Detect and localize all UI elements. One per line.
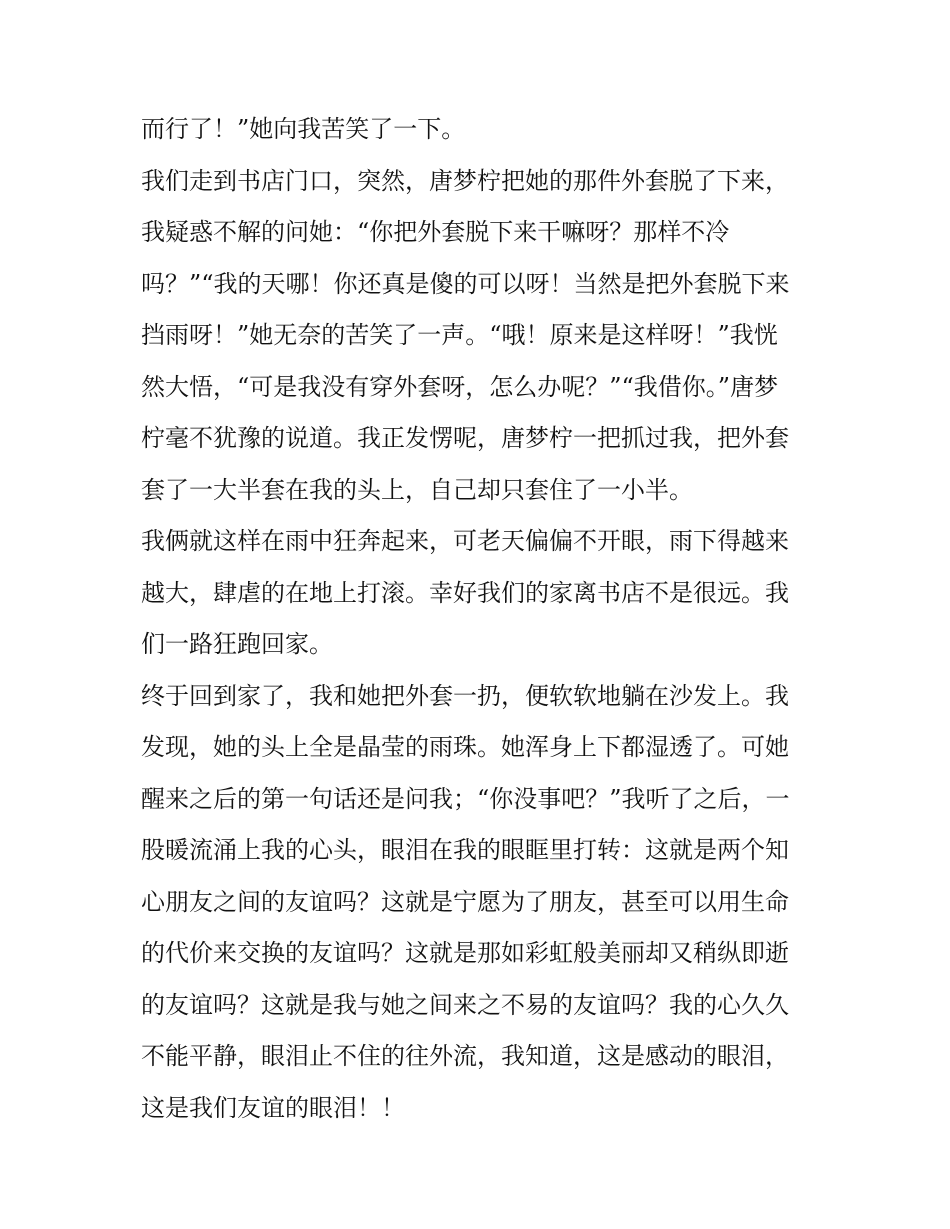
text-line: 终于回到家了，我和她把外套一扔，便软软地躺在沙发上。我 (141, 681, 789, 710)
text-line: 的代价来交换的友谊吗？这就是那如彩虹般美丽却又稍纵即逝 (141, 939, 789, 967)
text-line: 们一路狂跑回家。 (141, 630, 333, 658)
text-line: 套了一大半套在我的头上，自己却只套住了一小半。 (141, 475, 693, 504)
text-line: 不能平静，眼泪止不住的往外流，我知道，这是感动的眼泪， (141, 1042, 789, 1070)
text-line: 股暖流涌上我的心头，眼泪在我的眼眶里打转：这就是两个知 (141, 836, 789, 864)
text-line: 吗？”“我的天哪！你还真是傻的可以呀！当然是把外套脱下来 (141, 269, 790, 298)
text-line: 越大，肆虐的在地上打滚。幸好我们的家离书店不是很远。我 (141, 578, 789, 607)
text-line: 发现，她的头上全是晶莹的雨珠。她浑身上下都湿透了。可她 (141, 733, 789, 761)
text-line: 心朋友之间的友谊吗？这就是宁愿为了朋友，甚至可以用生命 (141, 887, 789, 916)
text-line: 的友谊吗？这就是我与她之间来之不易的友谊吗？我的心久久 (141, 990, 789, 1019)
text-line: 而行了！”她向我苦笑了一下。 (141, 115, 466, 143)
text-line: 这是我们友谊的眼泪！！ (141, 1093, 405, 1122)
text-line: 我们走到书店门口，突然，唐梦柠把她的那件外套脱了下来， (141, 166, 789, 195)
text-line: 我疑惑不解的问她：“你把外套脱下来干嘛呀？那样不冷 (141, 218, 730, 246)
text-line: 醒来之后的第一句话还是问我；“你没事吧？”我听了之后，一 (141, 784, 790, 813)
text-line: 挡雨呀！”她无奈的苦笑了一声。“哦！原来是这样呀！”我恍 (141, 321, 778, 349)
text-line: 我俩就这样在雨中狂奔起来，可老天偏偏不开眼，雨下得越来 (141, 527, 789, 555)
body-text (141, 104, 821, 1134)
text-line: 柠毫不犹豫的说道。我正发愣呢，唐梦柠一把抓过我，把外套 (141, 424, 789, 452)
text-line: 然大悟，“可是我没有穿外套呀，怎么办呢？”“我借你。”唐梦 (141, 372, 779, 401)
